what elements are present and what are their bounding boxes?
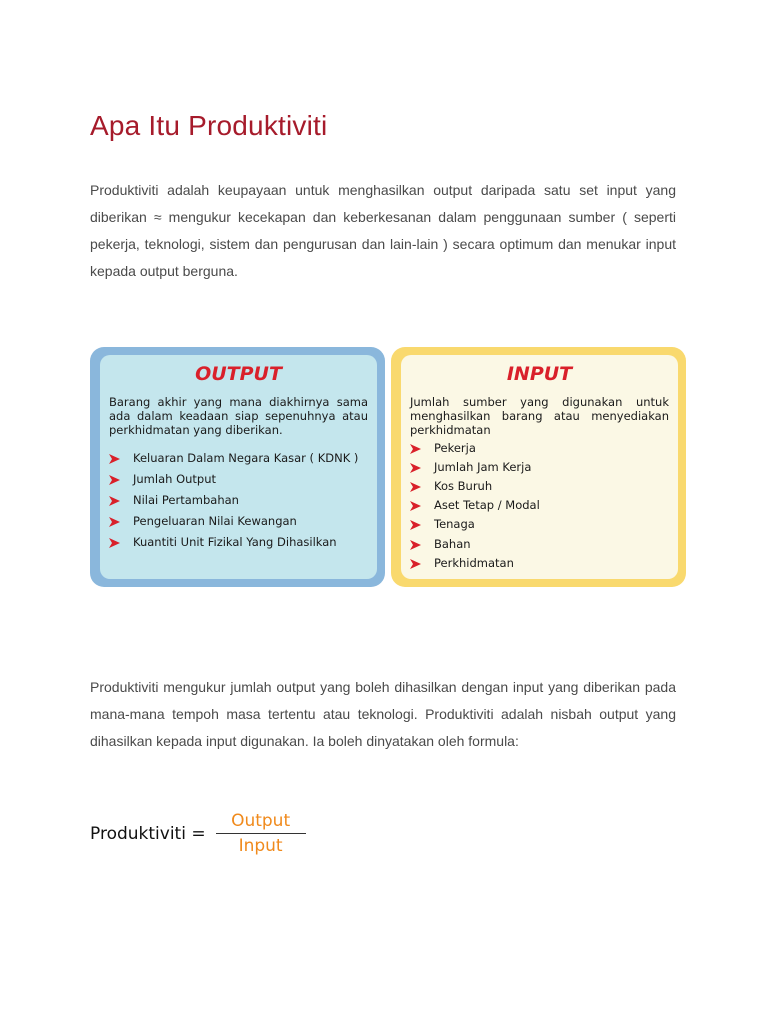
arrow-right-icon — [109, 516, 120, 526]
arrow-right-icon — [410, 558, 421, 568]
list-item — [109, 510, 368, 531]
list-item-label: Pekerja — [434, 440, 476, 455]
formula-numerator: Output — [231, 811, 291, 831]
list-item-label: Nilai Pertambahan — [133, 492, 239, 507]
list-item-label: Kuantiti Unit Fizikal Yang Dihasilkan — [133, 534, 337, 549]
input-list — [410, 438, 669, 572]
fraction-bar — [216, 833, 306, 834]
arrow-right-icon — [109, 537, 120, 547]
list-item-label: Tenaga — [434, 517, 475, 532]
arrow-right-icon — [410, 500, 421, 510]
list-item-label: Kos Buruh — [434, 478, 493, 493]
arrow-right-icon — [410, 539, 421, 549]
output-box-inner — [100, 355, 377, 579]
list-item — [109, 469, 368, 490]
list-item-label: Perkhidmatan — [434, 555, 514, 570]
formula-denominator: Input — [238, 836, 283, 856]
list-item — [109, 448, 368, 469]
list-item-label: Keluaran Dalam Negara Kasar ( KDNK ) — [133, 451, 359, 466]
input-box-title: INPUT — [506, 363, 573, 385]
list-item — [410, 496, 669, 515]
list-item — [109, 490, 368, 511]
input-box — [391, 347, 686, 587]
arrow-right-icon — [410, 462, 421, 472]
formula-label: Produktiviti = — [90, 823, 206, 844]
list-item — [410, 476, 669, 495]
list-item-label: Aset Tetap / Modal — [434, 498, 540, 513]
page-title: Apa Itu Produktiviti — [90, 110, 328, 141]
list-item — [410, 534, 669, 553]
output-box — [90, 347, 385, 587]
explanation-paragraph: Produktiviti mengukur jumlah output yang boleh dihasilkan dengan input yang diberikan pada mana-mana tempoh masa tertentu atau teknologi. Produktiviti adalah nisbah output yang dihasilkan kepada input digunakan. Ia boleh dinyatakan oleh formula: — [90, 679, 676, 749]
list-item-label: Jumlah Output — [133, 472, 217, 487]
input-box-inner — [401, 355, 678, 579]
list-item-label: Bahan — [434, 536, 471, 551]
arrow-right-icon — [410, 519, 421, 529]
output-box-description: Barang akhir yang mana diakhirnya sama ada dalam keadaan siap sepenuhnya atau perkhidmatan yang diberikan. — [109, 395, 368, 437]
output-list — [109, 448, 368, 552]
intro-paragraph: Produktiviti adalah keupayaan untuk menghasilkan output daripada satu set input yang diberikan ≈ mengukur kecekapan dan keberkesanan dalam penggunaan sumber ( seperti pekerja, teknologi, sistem dan pengurusan dan lain-lain ) secara optimum dan menukar input kepada output berguna. — [90, 182, 676, 279]
arrow-right-icon — [109, 495, 120, 505]
output-box-title: OUTPUT — [195, 363, 282, 385]
arrow-right-icon — [410, 481, 421, 491]
list-item — [410, 457, 669, 476]
arrow-right-icon — [109, 453, 120, 463]
arrow-right-icon — [109, 474, 120, 484]
input-box-description: Jumlah sumber yang digunakan untuk menghasilkan barang atau menyediakan perkhidmatan — [410, 395, 669, 437]
list-item — [410, 515, 669, 534]
list-item — [410, 438, 669, 457]
productivity-formula — [90, 810, 306, 857]
formula-fraction — [216, 810, 306, 857]
list-item — [109, 531, 368, 552]
list-item-label: Pengeluaran Nilai Kewangan — [133, 513, 297, 528]
list-item — [410, 553, 669, 572]
arrow-right-icon — [410, 443, 421, 453]
list-item-label: Jumlah Jam Kerja — [434, 459, 532, 474]
